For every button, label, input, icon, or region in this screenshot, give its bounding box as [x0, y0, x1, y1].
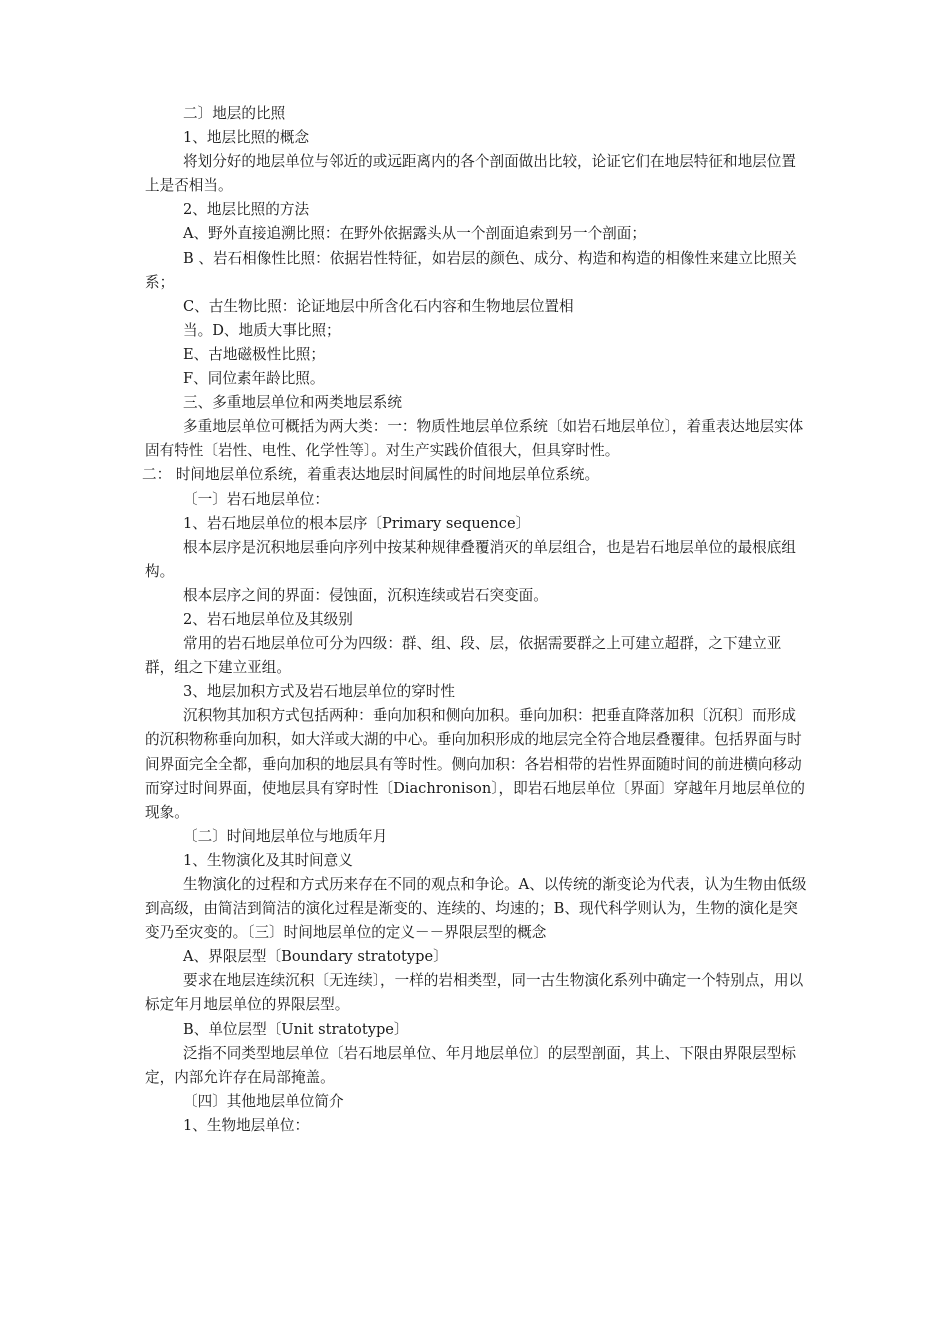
- document-body: [142, 102, 807, 1138]
- section-heading: 三、多重地层单位和两类地层系统: [183, 394, 402, 412]
- body-paragraph: 根本层序之间的界面：侵蚀面，沉积连续或岩石突变面。: [183, 586, 548, 604]
- section-heading: 二〕地层的比照: [183, 105, 286, 122]
- subsection-heading: 〔四〕其他地层单位简介: [183, 1092, 344, 1110]
- list-item: F、同位素年龄比照。: [183, 370, 325, 388]
- subsection-heading: 1、地层比照的概念: [183, 129, 310, 147]
- list-item: C、古生物比照：论证地层中所含化石内容和生物地层位置相: [183, 297, 574, 315]
- list-item: B、单位层型〔Unit stratotype〕: [183, 1020, 409, 1038]
- list-item: A、界限层型〔Boundary stratotype〕: [183, 948, 448, 966]
- subsection-heading: 2、地层比照的方法: [183, 201, 310, 219]
- subsection-heading: 2、岩石地层单位及其级别: [183, 610, 353, 628]
- body-paragraph: 泛指不同类型地层单位〔岩石地层单位、年月地层单位〕的层型剖面，其上、下限由界限层型标定，内部允许存在局部掩盖。: [145, 1044, 796, 1086]
- subsection-heading: 1、生物演化及其时间意义: [183, 851, 353, 869]
- body-paragraph: 二： 时间地层单位系统，着重表达地层时间属性的时间地层单位系统。: [142, 466, 600, 484]
- list-item: E、古地磁极性比照；: [183, 345, 325, 363]
- subsection-heading: 〔一〕岩石地层单位：: [183, 490, 329, 508]
- subsection-heading: 〔二〕时间地层单位与地质年月: [183, 827, 388, 845]
- list-item: A、野外直接追溯比照：在野外依据露头从一个剖面追索到另一个剖面；: [183, 225, 646, 243]
- list-item: 当。D、地质大事比照；: [183, 321, 341, 339]
- subsection-heading: 1、岩石地层单位的根本层序〔Primary sequence〕: [183, 514, 531, 532]
- subsection-heading: 1、生物地层单位：: [183, 1116, 310, 1134]
- body-paragraph: 要求在地层连续沉积〔无连续〕，一样的岩相类型，同一古生物演化系列中确定一个特别点，用以标定年月地层单位的界限层型。: [145, 972, 804, 1014]
- body-paragraph: 根本层序是沉积地层垂向序列中按某种规律叠覆消灭的单层组合，也是岩石地层单位的最根底组构。: [145, 538, 796, 580]
- list-item: B 、岩石相像性比照：依据岩性特征，如岩层的颜色、成分、构造和构造的相像性来建立比照关系；: [145, 249, 797, 291]
- body-paragraph: 沉积物其加积方式包括两种：垂向加积和侧向加积。垂向加积：把垂直降落加积〔沉积〕而形成的沉积物称垂向加积，如大洋或大湖的中心。垂向加积形成的地层完全符合地层叠覆律。包括界面与时间界面完全全都，垂向加积的地层具有等时性。侧向加积：各岩相带的岩性界面随时间的前进横向移动而穿过时间界面，使地层具有穿时性〔Diachronison〕，即岩石地层单位〔界面〕穿越年月地层单位的现象。: [145, 707, 806, 821]
- body-paragraph: 将划分好的地层单位与邻近的或远距离内的各个剖面做出比较，论证它们在地层特征和地层位置上是否相当。: [145, 153, 796, 195]
- body-paragraph: 常用的岩石地层单位可分为四级：群、组、段、层，依据需要群之上可建立超群，之下建立亚群，组之下建立亚组。: [145, 635, 782, 677]
- subsection-heading: 3、地层加积方式及岩石地层单位的穿时性: [183, 683, 455, 701]
- body-paragraph: 多重地层单位可概括为两大类：一：物质性地层单位系统〔如岩石地层单位〕，着重表达地层实体固有特性〔岩性、电性、化学性等〕。对生产实践价值很大，但具穿时性。: [145, 418, 804, 460]
- body-paragraph: 生物演化的过程和方式历来存在不同的观点和争论。A、以传统的渐变论为代表，认为生物由低级到高级，由简洁到简洁的演化过程是渐变的、连续的、均速的；B、现代科学则认为，生物的演化是突变乃至灾变的。〔三〕时间地层单位的定义－－界限层型的概念: [145, 876, 807, 942]
